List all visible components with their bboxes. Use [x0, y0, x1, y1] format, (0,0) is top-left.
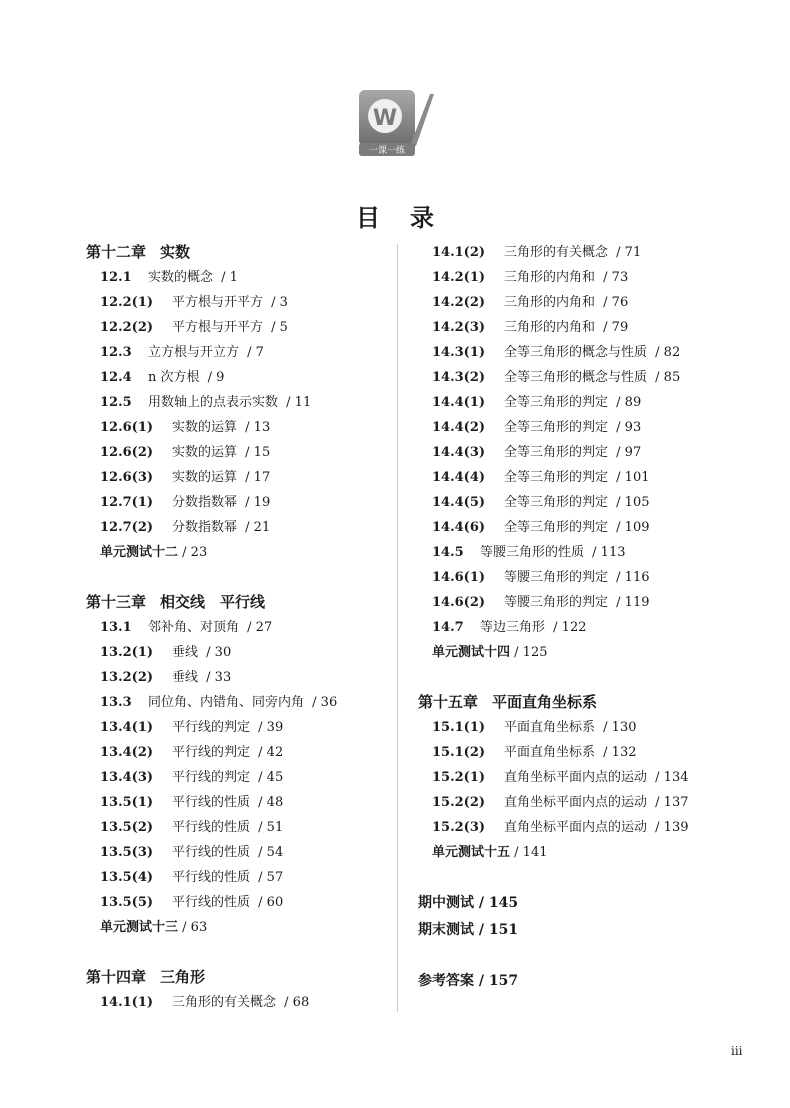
section-title: 三角形的内角和 [504, 295, 596, 310]
toc-entry[interactable]: 14.1(2) 三角形的有关概念 / 71 [418, 240, 758, 265]
section-title: 平行线的判定 [172, 745, 251, 760]
section-title: 分数指数幂 [172, 520, 238, 535]
section-title: 全等三角形的判定 [504, 470, 609, 485]
section-number: 14.4(4) [432, 470, 486, 485]
page-ref: 145 [488, 895, 519, 911]
chapter-number: 第十四章 [86, 968, 147, 986]
section-title: 平面直角坐标系 [504, 745, 596, 760]
section-number: 15.2(2) [432, 795, 486, 810]
section-number: 13.5(1) [100, 795, 154, 810]
page-number: iii [731, 1044, 743, 1058]
section-title: 平行线的性质 [172, 820, 251, 835]
toc-entry[interactable]: 13.5(1) 平行线的性质 / 48 [86, 790, 386, 815]
toc-entry[interactable]: 13.5(3) 平行线的性质 / 54 [86, 840, 386, 865]
page-ref: 60 [266, 895, 284, 910]
page-ref: 23 [190, 545, 208, 560]
toc-entry[interactable]: 12.3 立方根与开立方 / 7 [86, 340, 386, 365]
section-title: 平方根与开平方 [172, 295, 264, 310]
toc-entry[interactable]: 15.2(1) 直角坐标平面内点的运动 / 134 [418, 765, 758, 790]
exam-label: 参考答案 [418, 973, 474, 989]
chapter-14-sections-part1 [86, 990, 386, 1015]
chapter-number: 第十二章 [86, 243, 147, 261]
section-title: 三角形的有关概念 [504, 245, 609, 260]
section-number: 14.1(2) [432, 245, 486, 260]
section-number: 14.4(2) [432, 420, 486, 435]
section-title: 三角形的内角和 [504, 270, 596, 285]
section-number: 12.7(2) [100, 520, 154, 535]
unit-test-15[interactable]: 单元测试十五 / 141 [432, 845, 548, 860]
toc-entry[interactable]: 14.4(4) 全等三角形的判定 / 101 [418, 465, 758, 490]
section-number: 12.1 [100, 270, 132, 285]
page-ref: 1 [229, 270, 238, 285]
toc-entry[interactable]: 13.1 邻补角、对顶角 / 27 [86, 615, 386, 640]
page-ref: 27 [255, 620, 273, 635]
unit-test-label: 单元测试十五 [432, 845, 511, 860]
section-number: 13.2(1) [100, 645, 154, 660]
unit-test-13[interactable]: 单元测试十三 / 63 [100, 920, 208, 935]
page-ref: 39 [266, 720, 284, 735]
unit-test-label: 单元测试十四 [432, 645, 511, 660]
page-title: 目录 [356, 204, 464, 232]
section-title: 三角形的内角和 [504, 320, 596, 335]
section-title: 平行线的判定 [172, 720, 251, 735]
section-title: 全等三角形的概念与性质 [504, 370, 648, 385]
page-ref: 9 [216, 370, 225, 385]
section-title: 等腰三角形的判定 [504, 570, 609, 585]
unit-test-label: 单元测试十二 [100, 545, 179, 560]
toc-entry[interactable]: 14.2(3) 三角形的内角和 / 79 [418, 315, 758, 340]
chapter-number: 第十三章 [86, 593, 147, 611]
toc-entry[interactable]: 14.4(3) 全等三角形的判定 / 97 [418, 440, 758, 465]
page-ref: 89 [624, 395, 642, 410]
page-ref: 97 [624, 445, 642, 460]
chapter-title: 三角形 [160, 968, 206, 986]
section-number: 12.7(1) [100, 495, 154, 510]
toc-entry[interactable]: 12.1 实数的概念 / 1 [86, 265, 386, 290]
section-number: 14.4(3) [432, 445, 486, 460]
chapter-title: 平面直角坐标系 [492, 693, 598, 711]
page-ref: 54 [266, 845, 284, 860]
page-ref: 122 [561, 620, 587, 635]
toc-entry[interactable]: 12.6(2) 实数的运算 / 15 [86, 440, 386, 465]
toc-entry[interactable]: 13.3 同位角、内错角、同旁内角 / 36 [86, 690, 386, 715]
page-ref: 125 [522, 645, 548, 660]
toc-entry[interactable]: 14.3(2) 全等三角形的概念与性质 / 85 [418, 365, 758, 390]
toc-entry[interactable]: 14.2(1) 三角形的内角和 / 73 [418, 265, 758, 290]
unit-test-label: 单元测试十三 [100, 920, 179, 935]
toc-entry[interactable]: 12.5 用数轴上的点表示实数 / 11 [86, 390, 386, 415]
page-ref: 36 [320, 695, 338, 710]
toc-entry[interactable]: 14.6(2) 等腰三角形的判定 / 119 [418, 590, 758, 615]
section-number: 13.5(5) [100, 895, 154, 910]
section-number: 15.1(1) [432, 720, 486, 735]
section-title: 全等三角形的概念与性质 [504, 345, 648, 360]
section-number: 12.3 [100, 345, 132, 360]
section-number: 14.2(3) [432, 320, 486, 335]
toc-entry[interactable]: 13.2(2) 垂线 / 33 [86, 665, 386, 690]
toc-entry[interactable]: 14.4(6) 全等三角形的判定 / 109 [418, 515, 758, 540]
page-ref: 71 [624, 245, 642, 260]
page-ref: 85 [663, 370, 681, 385]
page-ref: 130 [611, 720, 637, 735]
section-title: 实数的运算 [172, 445, 238, 460]
page-ref: 33 [214, 670, 232, 685]
section-title: 立方根与开立方 [148, 345, 240, 360]
page-ref: 109 [624, 520, 650, 535]
chapter-14-heading[interactable] [86, 965, 386, 990]
section-title: 用数轴上的点表示实数 [148, 395, 279, 410]
unit-test-12[interactable]: 单元测试十二 / 23 [100, 545, 208, 560]
toc-entry[interactable]: 14.5 等腰三角形的性质 / 113 [418, 540, 758, 565]
page-ref: 19 [253, 495, 271, 510]
section-title: 全等三角形的判定 [504, 495, 609, 510]
section-number: 13.5(4) [100, 870, 154, 885]
section-number: 14.3(2) [432, 370, 486, 385]
page-ref: 134 [663, 770, 689, 785]
page-ref: 79 [611, 320, 629, 335]
page-ref: 5 [279, 320, 288, 335]
section-number: 13.4(3) [100, 770, 154, 785]
section-number: 13.4(1) [100, 720, 154, 735]
section-number: 12.4 [100, 370, 132, 385]
section-title: 直角坐标平面内点的运动 [504, 820, 648, 835]
toc-left-column [86, 240, 386, 1015]
page-ref: 48 [266, 795, 284, 810]
section-number: 13.5(3) [100, 845, 154, 860]
page-ref: 139 [663, 820, 689, 835]
section-number: 12.2(2) [100, 320, 154, 335]
section-title: 全等三角形的判定 [504, 395, 609, 410]
toc-entry[interactable]: 12.2(2) 平方根与开平方 / 5 [86, 315, 386, 340]
toc-entry[interactable]: 14.6(1) 等腰三角形的判定 / 116 [418, 565, 758, 590]
page-ref: 11 [294, 395, 312, 410]
section-number: 14.6(2) [432, 595, 486, 610]
exam-label: 期末测试 [418, 922, 474, 938]
chapter-15-sections [418, 715, 758, 840]
toc-entry[interactable]: 13.4(1) 平行线的判定 / 39 [86, 715, 386, 740]
section-title: 分数指数幂 [172, 495, 238, 510]
page-ref: 82 [663, 345, 681, 360]
section-title: 等腰三角形的判定 [504, 595, 609, 610]
page-ref: 116 [624, 570, 650, 585]
section-number: 15.2(3) [432, 820, 486, 835]
chapter-12-heading[interactable] [86, 240, 386, 265]
section-title: 平面直角坐标系 [504, 720, 596, 735]
section-title: 实数的运算 [172, 470, 238, 485]
page-ref: 7 [255, 345, 264, 360]
chapter-number: 第十五章 [418, 693, 479, 711]
section-title: 直角坐标平面内点的运动 [504, 770, 648, 785]
toc-entry[interactable]: 13.5(4) 平行线的性质 / 57 [86, 865, 386, 890]
page-ref: 17 [253, 470, 271, 485]
toc-entry[interactable]: 12.7(1) 分数指数幂 / 19 [86, 490, 386, 515]
section-title: 平行线的性质 [172, 845, 251, 860]
toc-entry[interactable]: 13.5(5) 平行线的性质 / 60 [86, 890, 386, 915]
section-title: 平行线的判定 [172, 770, 251, 785]
toc-entry[interactable]: 14.7 等边三角形 / 122 [418, 615, 758, 640]
page-ref: 21 [253, 520, 271, 535]
section-number: 14.2(2) [432, 295, 486, 310]
toc-entry[interactable]: 14.4(5) 全等三角形的判定 / 105 [418, 490, 758, 515]
section-number: 13.5(2) [100, 820, 154, 835]
exam-label: 期中测试 [418, 895, 474, 911]
toc-entry[interactable]: 13.5(2) 平行线的性质 / 51 [86, 815, 386, 840]
section-number: 13.4(2) [100, 745, 154, 760]
section-title: 垂线 [172, 670, 199, 685]
toc-entry[interactable]: 15.1(1) 平面直角坐标系 / 130 [418, 715, 758, 740]
toc-entry[interactable]: 12.2(1) 平方根与开平方 / 3 [86, 290, 386, 315]
page-ref: 76 [611, 295, 629, 310]
section-title: 三角形的有关概念 [172, 995, 277, 1010]
answers-entry[interactable]: 参考答案 / 157 [418, 973, 519, 989]
page-ref: 42 [266, 745, 284, 760]
page-ref: 30 [214, 645, 232, 660]
section-number: 14.5 [432, 545, 464, 560]
section-number: 12.2(1) [100, 295, 154, 310]
chapter-13-heading[interactable] [86, 590, 386, 615]
section-title: 全等三角形的判定 [504, 520, 609, 535]
page-ref: 51 [266, 820, 284, 835]
page-ref: 137 [663, 795, 689, 810]
section-number: 14.6(1) [432, 570, 486, 585]
toc-entry[interactable]: 13.2(1) 垂线 / 30 [86, 640, 386, 665]
toc-entry[interactable]: 12.7(2) 分数指数幂 / 21 [86, 515, 386, 540]
page-ref: 13 [253, 420, 271, 435]
page-ref: 132 [611, 745, 637, 760]
section-number: 13.1 [100, 620, 132, 635]
section-number: 14.2(1) [432, 270, 486, 285]
toc-entry[interactable]: 13.4(2) 平行线的判定 / 42 [86, 740, 386, 765]
page-ref: 113 [600, 545, 626, 560]
section-title: 平行线的性质 [172, 895, 251, 910]
section-title: 邻补角、对顶角 [148, 620, 240, 635]
page-ref: 119 [624, 595, 650, 610]
section-number: 14.7 [432, 620, 464, 635]
chapter-title: 实数 [160, 243, 191, 261]
page-ref: 141 [522, 845, 548, 860]
section-number: 13.3 [100, 695, 132, 710]
section-number: 12.6(3) [100, 470, 154, 485]
page-ref: 105 [624, 495, 650, 510]
section-number: 14.4(6) [432, 520, 486, 535]
section-title: 平方根与开平方 [172, 320, 264, 335]
svg-text:W: W [372, 106, 398, 131]
book-logo [358, 88, 434, 158]
chapter-13-sections [86, 615, 386, 915]
section-title: 全等三角形的判定 [504, 445, 609, 460]
chapter-15-heading[interactable] [418, 690, 758, 715]
toc-entry[interactable]: 14.4(1) 全等三角形的判定 / 89 [418, 390, 758, 415]
chapter-14-sections-part2 [418, 240, 758, 640]
logo-caption: 一课一练 [368, 146, 406, 156]
section-number: 13.2(2) [100, 670, 154, 685]
page-ref: 93 [624, 420, 642, 435]
section-title: 平行线的性质 [172, 870, 251, 885]
toc-entry[interactable]: 12.4 n 次方根 / 9 [86, 365, 386, 390]
section-number: 14.4(5) [432, 495, 486, 510]
toc-entry[interactable]: 12.6(3) 实数的运算 / 17 [86, 465, 386, 490]
chapter-12-sections [86, 265, 386, 540]
section-number: 14.1(1) [100, 995, 154, 1010]
section-number: 12.6(1) [100, 420, 154, 435]
section-title: 直角坐标平面内点的运动 [504, 795, 648, 810]
toc-entry[interactable]: 15.2(2) 直角坐标平面内点的运动 / 137 [418, 790, 758, 815]
logo-graphic [358, 88, 434, 158]
page-ref: 3 [279, 295, 288, 310]
toc-entry[interactable]: 12.6(1) 实数的运算 / 13 [86, 415, 386, 440]
page-ref: 68 [292, 995, 310, 1010]
page-ref: 73 [611, 270, 629, 285]
section-title: 实数的运算 [172, 420, 238, 435]
section-number: 14.3(1) [432, 345, 486, 360]
toc-entry[interactable]: 14.2(2) 三角形的内角和 / 76 [418, 290, 758, 315]
page-ref: 57 [266, 870, 284, 885]
chapter-title: 相交线 平行线 [160, 593, 266, 611]
toc-entry[interactable]: 13.4(3) 平行线的判定 / 45 [86, 765, 386, 790]
section-number: 15.2(1) [432, 770, 486, 785]
unit-test-14[interactable]: 单元测试十四 / 125 [432, 645, 548, 660]
toc-right-column [418, 240, 758, 995]
section-number: 12.6(2) [100, 445, 154, 460]
section-number: 15.1(2) [432, 745, 486, 760]
column-divider [397, 244, 398, 1012]
midterm-test-entry[interactable]: 期中测试 / 145 [418, 895, 519, 911]
section-title: 实数的概念 [148, 270, 214, 285]
toc-entry[interactable]: 14.3(1) 全等三角形的概念与性质 / 82 [418, 340, 758, 365]
section-title: 等边三角形 [480, 620, 546, 635]
final-test-entry[interactable]: 期末测试 / 151 [418, 922, 519, 938]
page-ref: 101 [624, 470, 650, 485]
section-title: n 次方根 [148, 370, 200, 385]
toc-entry[interactable]: 15.1(2) 平面直角坐标系 / 132 [418, 740, 758, 765]
page-ref: 157 [488, 973, 519, 989]
page-ref: 15 [253, 445, 271, 460]
section-title: 平行线的性质 [172, 795, 251, 810]
toc-entry[interactable]: 14.4(2) 全等三角形的判定 / 93 [418, 415, 758, 440]
toc-entry[interactable]: 15.2(3) 直角坐标平面内点的运动 / 139 [418, 815, 758, 840]
toc-entry[interactable]: 14.1(1) 三角形的有关概念 / 68 [86, 990, 386, 1015]
section-number: 12.5 [100, 395, 132, 410]
page-ref: 63 [190, 920, 208, 935]
section-title: 全等三角形的判定 [504, 420, 609, 435]
page-ref: 45 [266, 770, 284, 785]
section-title: 同位角、内错角、同旁内角 [148, 695, 305, 710]
section-title: 垂线 [172, 645, 199, 660]
page-ref: 151 [488, 922, 519, 938]
section-title: 等腰三角形的性质 [480, 545, 585, 560]
section-number: 14.4(1) [432, 395, 486, 410]
